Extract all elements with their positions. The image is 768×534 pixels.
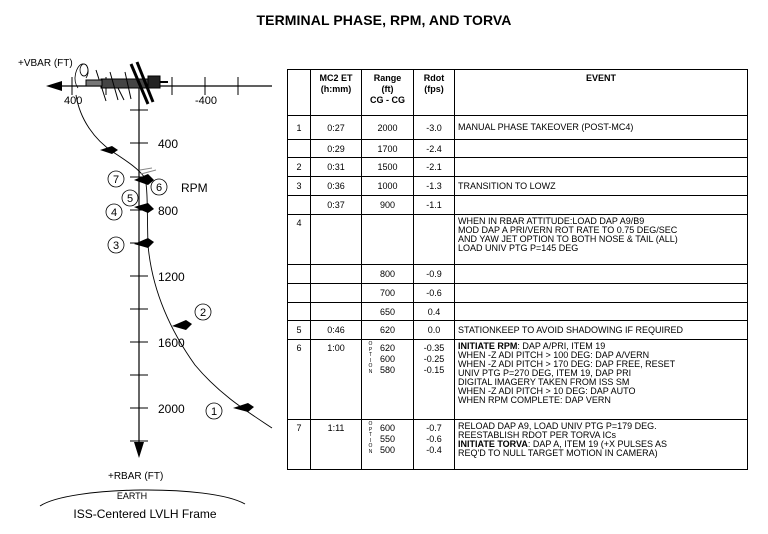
row-range: 1500 — [362, 158, 414, 177]
row-range: 800 — [362, 265, 414, 284]
row-num: 4 — [288, 215, 311, 265]
rpm-motion-lines — [140, 168, 156, 174]
event-line: LOAD UNIV PTG P=145 DEG — [458, 243, 579, 253]
option-rdot: -0.6 — [426, 434, 442, 444]
table-row — [288, 116, 748, 140]
row-rdot: -2.1 — [414, 158, 455, 177]
row-event — [455, 303, 748, 321]
row-range: 900 — [362, 196, 414, 215]
event-line: : DAP A, ITEM 19 (+X PULSES AS — [527, 439, 667, 449]
table-header-row — [288, 70, 748, 116]
row-num — [288, 140, 311, 158]
event-line: DIGITAL IMAGERY TAKEN FROM ISS SM — [458, 377, 630, 387]
event-line: WHEN RPM COMPLETE: DAP VERN — [458, 395, 611, 405]
header-mc2et — [311, 70, 362, 116]
row-event: STATIONKEEP TO AVOID SHADOWING IF REQUIRED — [455, 321, 748, 340]
event-line: REQ'D TO NULL TARGET MOTION IN CAMERA) — [458, 448, 658, 458]
marker-6: 6 — [155, 182, 163, 194]
row-time: 0:27 — [311, 116, 362, 140]
row-event — [455, 284, 748, 303]
option-label: O P T I O N — [368, 341, 373, 375]
iss-station-icon — [86, 62, 168, 104]
event-line: AND YAW JET OPTION TO BOTH NOSE & TAIL (ALL) — [458, 234, 678, 244]
option-label: O P T I O N — [368, 421, 373, 455]
header-rdot-unit: (fps) — [424, 84, 444, 94]
event-line: WHEN -Z ADI PITCH > 100 DEG: DAP A/VERN — [458, 350, 650, 360]
row-time: 1:00 — [311, 340, 362, 420]
row-num: 2 — [288, 158, 311, 177]
row-rdot-options — [414, 420, 455, 470]
row-time: 1:11 — [311, 420, 362, 470]
approach-loop-ellipse — [80, 64, 88, 76]
row-event: TRANSITION TO LOWZ — [455, 177, 748, 196]
rbar-arrowhead — [134, 442, 144, 458]
marker-1: 1 — [210, 406, 218, 418]
header-range-unit: (ft) — [381, 84, 394, 94]
table-row — [288, 420, 748, 470]
option-range: 500 — [379, 445, 396, 455]
y-tick-400: 400 — [158, 137, 179, 151]
table-row — [288, 158, 748, 177]
orbiter-icon — [134, 174, 154, 185]
row-range: 620 — [362, 321, 414, 340]
row-time — [311, 303, 362, 321]
option-rdot: -0.7 — [426, 423, 442, 433]
table-row — [288, 340, 748, 420]
page-title: TERMINAL PHASE, RPM, AND TORVA — [256, 12, 512, 28]
row-num: 3 — [288, 177, 311, 196]
option-rdot: -0.4 — [426, 445, 442, 455]
row-event — [455, 215, 748, 265]
row-rdot — [414, 215, 455, 265]
event-line: REESTABLISH RDOT PER TORVA ICs — [458, 430, 617, 440]
option-range: 620 — [379, 343, 396, 353]
row-range: 2000 — [362, 116, 414, 140]
row-num — [288, 265, 311, 284]
row-time — [311, 265, 362, 284]
table-row — [288, 284, 748, 303]
row-range-options — [362, 420, 414, 470]
option-rdot: -0.35 — [423, 343, 445, 353]
row-range: 700 — [362, 284, 414, 303]
orbiter-icon — [233, 403, 254, 412]
event-line: WHEN -Z ADI PITCH > 170 DEG: DAP FREE, RESET — [458, 359, 676, 369]
table-row — [288, 303, 748, 321]
header-range — [362, 70, 414, 116]
row-time — [311, 284, 362, 303]
row-event — [455, 196, 748, 215]
header-rdot — [414, 70, 455, 116]
marker-7: 7 — [112, 174, 120, 186]
table-row — [288, 321, 748, 340]
header-rdot-label: Rdot — [423, 73, 445, 83]
header-mc2et-unit: (h:mm) — [320, 84, 352, 94]
row-rdot: -2.4 — [414, 140, 455, 158]
event-line: WHEN -Z ADI PITCH > 10 DEG: DAP AUTO — [458, 386, 636, 396]
option-range: 600 — [379, 423, 396, 433]
y-tick-800: 800 — [158, 204, 179, 218]
row-num — [288, 284, 311, 303]
event-bold: INITIATE TORVA — [458, 439, 528, 449]
event-table — [287, 69, 748, 470]
marker-2: 2 — [199, 307, 207, 319]
row-rdot: 0.4 — [414, 303, 455, 321]
x-tick-400: 400 — [64, 95, 83, 107]
header-mc2et-label: MC2 ET — [319, 73, 353, 83]
row-event — [455, 265, 748, 284]
row-rdot: -1.1 — [414, 196, 455, 215]
row-rdot-options — [414, 340, 455, 420]
marker-3: 3 — [112, 240, 120, 252]
row-event — [455, 420, 748, 470]
event-bold: INITIATE RPM — [458, 341, 518, 351]
row-event — [455, 140, 748, 158]
row-event — [455, 340, 748, 420]
row-time: 0:36 — [311, 177, 362, 196]
option-rdot: -0.25 — [423, 354, 445, 364]
orbiter-icon — [100, 146, 118, 154]
row-range: 650 — [362, 303, 414, 321]
row-rdot: -0.9 — [414, 265, 455, 284]
row-num: 5 — [288, 321, 311, 340]
row-event: MANUAL PHASE TAKEOVER (POST-MC4) — [455, 116, 748, 140]
rbar-label: +RBAR (FT) — [108, 471, 164, 482]
event-line: : DAP A/PRI, ITEM 19 — [517, 341, 606, 351]
event-line: MOD DAP A PRI/VERN ROT RATE TO 0.75 DEG/SEC — [458, 225, 678, 235]
event-line: UNIV PTG P=270 DEG, ITEM 19, DAP PRI — [458, 368, 632, 378]
header-range-ref: CG - CG — [370, 95, 405, 105]
marker-4: 4 — [110, 207, 118, 219]
header-num — [288, 70, 311, 116]
option-range: 600 — [379, 354, 396, 364]
row-time: 0:37 — [311, 196, 362, 215]
y-tick-2000: 2000 — [158, 402, 185, 416]
row-num: 7 — [288, 420, 311, 470]
row-time: 0:46 — [311, 321, 362, 340]
option-range: 580 — [379, 365, 396, 375]
row-rdot: -1.3 — [414, 177, 455, 196]
row-rdot: -3.0 — [414, 116, 455, 140]
row-num — [288, 303, 311, 321]
marker-5: 5 — [126, 193, 134, 205]
table-row — [288, 177, 748, 196]
row-event — [455, 158, 748, 177]
x-tick-neg400: -400 — [195, 95, 218, 107]
vbar-label: +VBAR (FT) — [18, 58, 73, 69]
row-range: 1000 — [362, 177, 414, 196]
row-time — [311, 215, 362, 265]
table-row — [288, 196, 748, 215]
table-row — [288, 215, 748, 265]
row-rdot: 0.0 — [414, 321, 455, 340]
event-line: WHEN IN RBAR ATTITUDE:LOAD DAP A9/B9 — [458, 216, 645, 226]
frame-label: ISS-Centered LVLH Frame — [73, 507, 217, 521]
row-range-options — [362, 340, 414, 420]
option-rdot: -0.15 — [423, 365, 445, 375]
row-num: 6 — [288, 340, 311, 420]
orbiter-icon — [134, 238, 154, 248]
header-event: EVENT — [455, 70, 748, 116]
row-rdot: -0.6 — [414, 284, 455, 303]
lvlh-diagram — [0, 0, 290, 534]
event-line: RELOAD DAP A9, LOAD UNIV PTG P=179 DEG. — [458, 421, 657, 431]
orbiter-icon — [172, 320, 192, 330]
y-tick-1600: 1600 — [158, 336, 185, 350]
table-row — [288, 265, 748, 284]
table-row — [288, 140, 748, 158]
row-time: 0:31 — [311, 158, 362, 177]
header-range-label: Range — [373, 73, 402, 83]
orbiter-icon — [134, 203, 154, 213]
row-num — [288, 196, 311, 215]
row-range: 1700 — [362, 140, 414, 158]
row-time: 0:29 — [311, 140, 362, 158]
earth-label: EARTH — [116, 491, 148, 501]
vbar-arrowhead — [46, 81, 62, 91]
row-num: 1 — [288, 116, 311, 140]
option-range: 550 — [379, 434, 396, 444]
rpm-label: RPM — [181, 181, 208, 195]
row-range — [362, 215, 414, 265]
y-tick-1200: 1200 — [158, 270, 185, 284]
